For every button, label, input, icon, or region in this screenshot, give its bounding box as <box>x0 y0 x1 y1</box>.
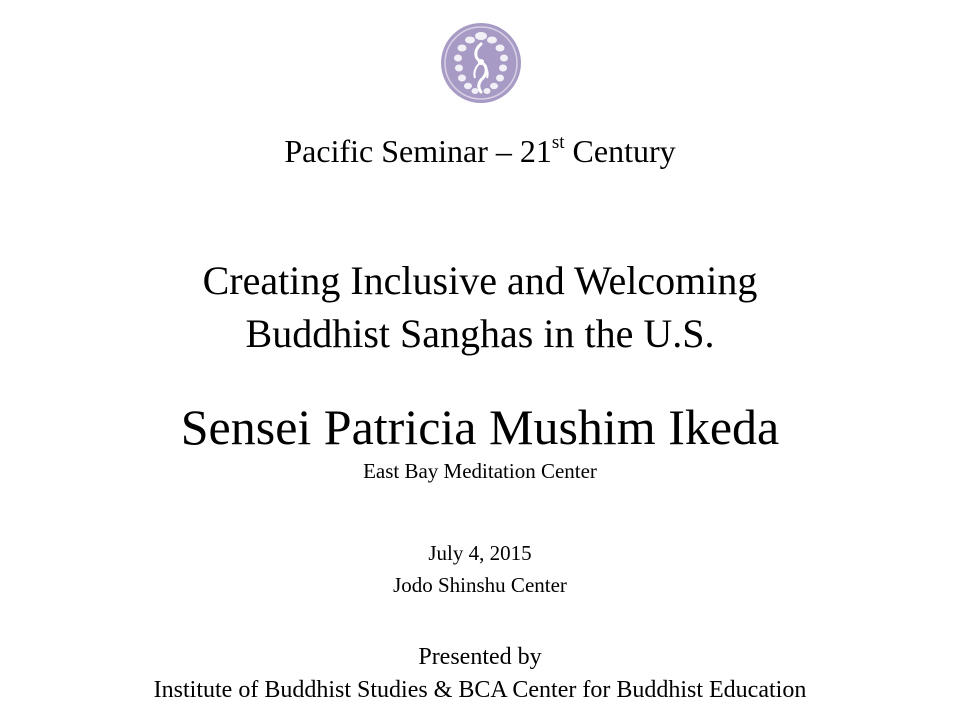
talk-title-line-1: Creating Inclusive and Welcoming <box>202 258 758 303</box>
speaker-name: Sensei Patricia Mushim Ikeda <box>180 399 780 455</box>
event-date: July 4, 2015 <box>428 541 532 565</box>
talk-title-line-2: Buddhist Sanghas in the U.S. <box>245 311 715 356</box>
seminar-prefix: Pacific Seminar – 21 <box>284 133 552 169</box>
seminar-suffix: Century <box>564 133 676 169</box>
presented-by-label: Presented by <box>418 644 542 670</box>
presenting-organizations: Institute of Buddhist Studies & BCA Center for Buddhist Education <box>153 677 807 703</box>
wisteria-crest-icon <box>440 22 522 104</box>
seminar-ordinal-suffix: st <box>551 132 565 154</box>
speaker-organization: East Bay Meditation Center <box>363 459 597 483</box>
event-venue: Jodo Shinshu Center <box>393 573 567 597</box>
seminar-title <box>0 131 960 171</box>
